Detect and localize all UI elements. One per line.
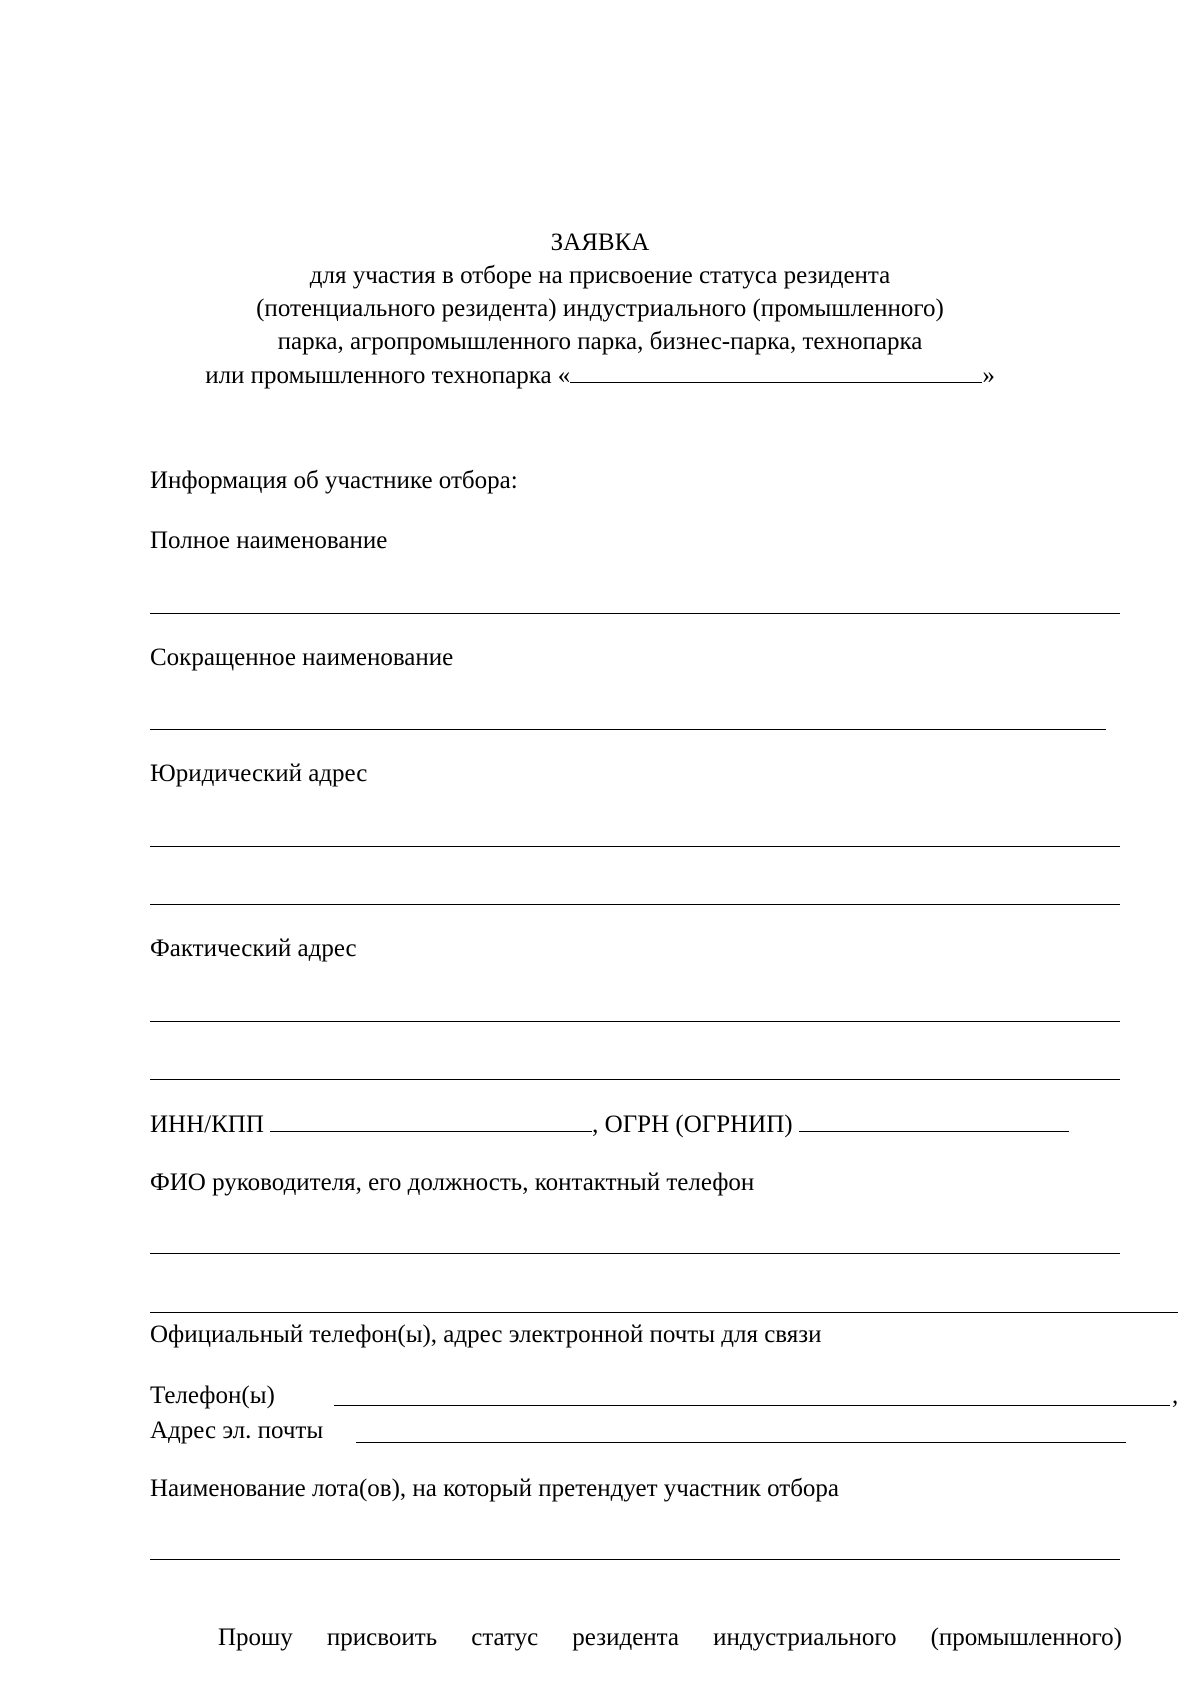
participant-info-heading: Информация об участнике отбора: — [150, 467, 518, 494]
email-label: Адрес эл. почты — [150, 1417, 324, 1444]
ogrn-label: , ОГРН (ОГРНИП) — [592, 1111, 793, 1138]
actual-address-label: Фактический адрес — [150, 935, 357, 962]
phones-trailing-comma: , — [1172, 1382, 1179, 1409]
legal-address-blank-1[interactable] — [150, 846, 1120, 847]
legal-address-blank-2[interactable] — [150, 904, 1120, 905]
ogrn-blank[interactable] — [799, 1109, 1069, 1132]
actual-address-blank-2[interactable] — [150, 1079, 1120, 1080]
lot-name-blank[interactable] — [150, 1559, 1120, 1560]
document-subtitle-line-3: парка, агропромышленного парка, бизнес-парка, технопарка — [277, 328, 923, 355]
document-subtitle-line-4 — [0, 360, 1200, 391]
inn-ogrn-row — [150, 1109, 1069, 1140]
request-paragraph: Прошу присвоить статус резидента индустриального (промышленного) — [218, 1624, 1122, 1651]
head-info-blank-1[interactable] — [150, 1253, 1120, 1254]
park-name-blank[interactable] — [570, 360, 982, 383]
full-name-label: Полное наименование — [150, 527, 388, 554]
park-name-suffix: » — [982, 362, 995, 389]
document-title: ЗАЯВКА — [550, 229, 650, 256]
inn-kpp-blank[interactable] — [270, 1109, 592, 1132]
head-info-blank-2[interactable] — [150, 1312, 1178, 1313]
short-name-blank[interactable] — [150, 729, 1106, 730]
inn-kpp-label: ИНН/КПП — [150, 1111, 264, 1138]
official-contacts-label: Официальный телефон(ы), адрес электронной почты для связи — [150, 1321, 822, 1348]
phones-blank[interactable] — [334, 1405, 1170, 1406]
document-subtitle-line-1: для участия в отборе на присвоение статуса резидента — [309, 262, 891, 289]
park-name-prefix: или промышленного технопарка « — [205, 362, 571, 389]
short-name-label: Сокращенное наименование — [150, 644, 454, 671]
full-name-blank[interactable] — [150, 613, 1120, 614]
phones-label: Телефон(ы) — [150, 1382, 275, 1409]
lot-name-label: Наименование лота(ов), на который претендует участник отбора — [150, 1475, 840, 1502]
email-blank[interactable] — [356, 1442, 1126, 1443]
head-info-label: ФИО руководителя, его должность, контактный телефон — [150, 1169, 755, 1196]
actual-address-blank-1[interactable] — [150, 1021, 1120, 1022]
document-subtitle-line-2: (потенциального резидента) индустриального (промышленного) — [256, 295, 944, 322]
legal-address-label: Юридический адрес — [150, 760, 368, 787]
